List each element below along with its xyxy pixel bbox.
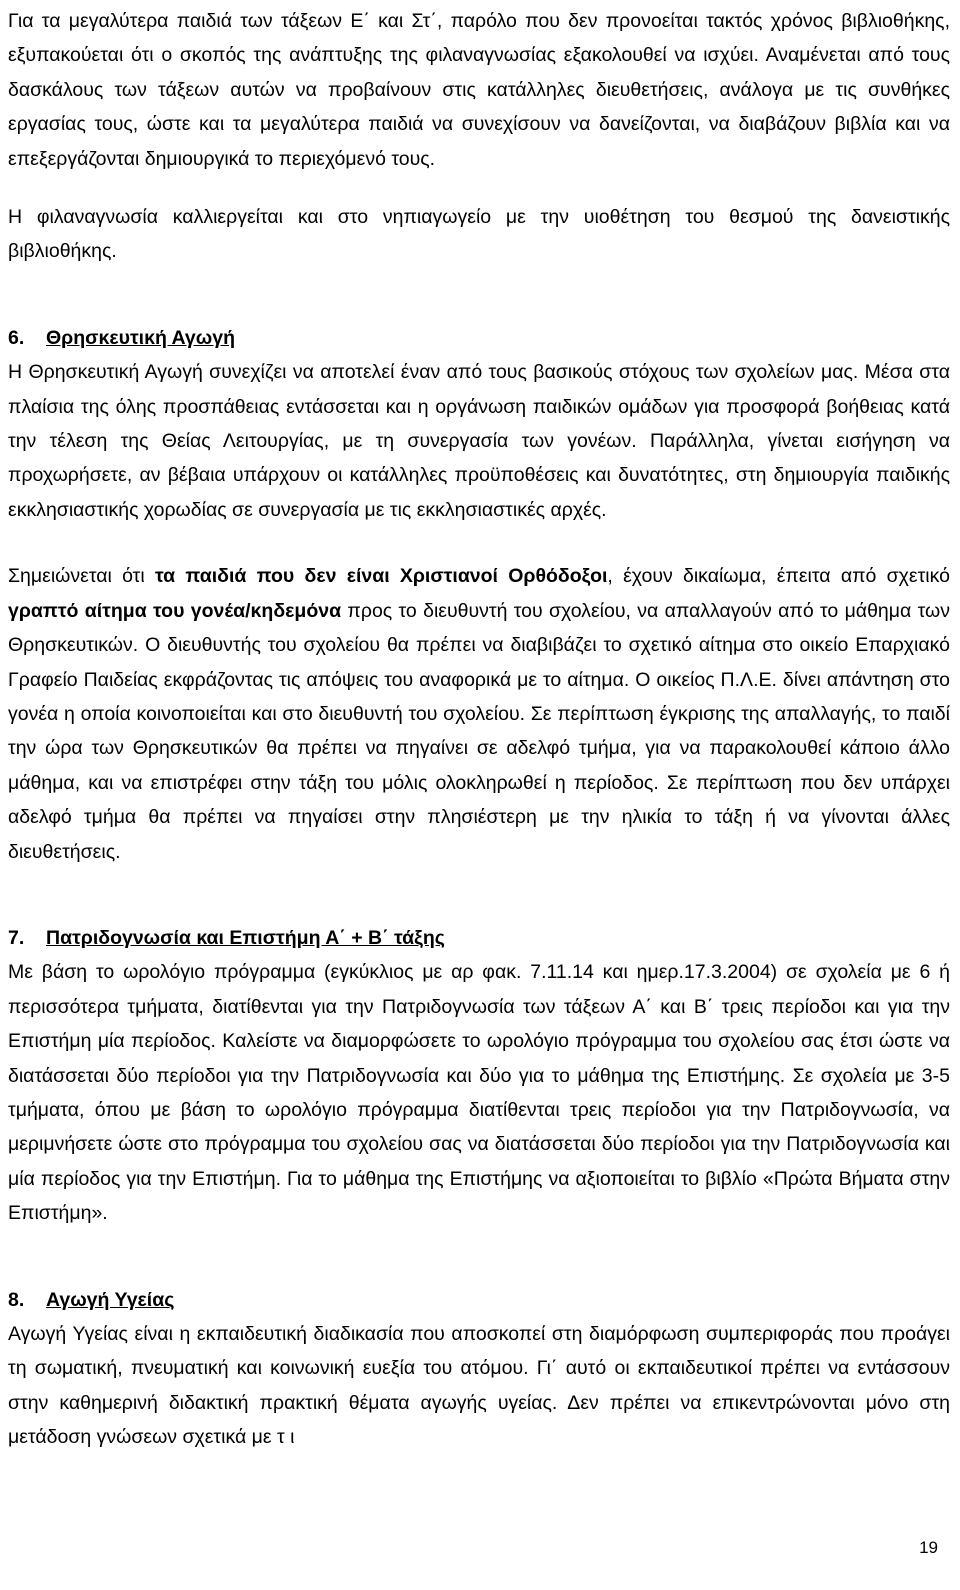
section-8-title: Αγωγή Υγείας bbox=[46, 1288, 175, 1311]
section-6-title: Θρησκευτική Αγωγή bbox=[46, 326, 235, 349]
section-6-p2-bold-a: τα παιδιά που δεν είναι Χριστιανοί Ορθόδοξοι bbox=[154, 565, 608, 588]
section-7-paragraph-1: Με βάση το ωρολόγιο πρόγραμμα (εγκύκλιος με αρ φακ. 7.11.14 και ημερ.17.3.2004) σε σχολεία με 6 ή περισσότερα τμήματα, διατίθενται για την Πατριδογνωσία των τάξεων Α΄ και Β΄ τρεις περίοδοι και για την Επιστήμη μία περίοδος. Καλείστε να διαμορφώσετε το ωρολόγιο πρόγραμμα του σχολείου σας έτσι ώστε να διατάσσεται δύο περίοδοι για την Πατριδογνωσία και δύο για το μάθημα της Επιστήμης. Σε σχολεία με 3-5 τμήματα, όπου με βάση το ωρολόγιο πρόγραμμα διατίθενται τρεις περίοδοι για την Πατριδογνωσία, να μεριμνήσετε ώστε στο πρόγραμμα του σχολείου σας να διατάσσεται δύο περίοδοι για την Πατριδογνωσία και μία περίοδος για την Επιστήμη. Για το μάθημα της Επιστήμης να αξιοποιείται το βιβλίο «Πρώτα Βήματα στην Επιστήμη». bbox=[8, 961, 950, 1225]
section-6-p2-text-b: , έχουν δικαίωμα, έπειτα από σχετικό bbox=[607, 565, 950, 588]
section-6-number: 6. bbox=[8, 326, 25, 349]
intro-paragraph-1: Για τα μεγαλύτερα παιδιά των τάξεων Ε΄ και Στ΄, παρόλο που δεν προνοείται τακτός χρόνος βιβλιοθήκης, εξυπακούεται ότι ο σκοπός της ανάπτυξης της φιλαναγνωσίας εξακολουθεί να ισχύει. Αναμένεται από τους δασκάλους των τάξεων αυτών να προβαίνουν στις κατάλληλες διευθετήσεις, ανάλογα με τις συνθήκες εργασίας τους, ώστε και τα μεγαλύτερα παιδιά να συνεχίσουν να δανείζονται, να διαβάζουν βιβλία και να επεξεργάζονται δημιουργικά το περιεχόμενό τους. bbox=[8, 10, 950, 170]
section-6-p2-text-c: προς το διευθυντή του σχολείου, να απαλλαγούν από το μάθημα των Θρησκευτικών. Ο διευθυντής του σχολείου θα πρέπει να διαβιβάζει το σχετικό αίτημα στο οικείο Επαρχιακό Γραφείο Παιδείας εκφράζοντας τις απόψεις του αναφορικά με το αίτημα. Ο οικείος Π.Λ.Ε. δίνει απάντηση στο γονέα η οποία κοινοποιείται και στο διευθυντή του σχολείου. Σε περίπτωση έγκρισης της απαλλαγής, το παιδί την ώρα των Θρησκευτικών θα πρέπει να πηγαίνει σε αδελφό τμήμα, για να παρακολουθεί κάποιο άλλο μάθημα, και να επιστρέφει στην τάξη του μόλις ολοκληρωθεί η περίοδος. Σε περίπτωση που δεν υπάρχει αδελφό τμήμα θα πρέπει να πηγαίσει στην πλησιέστερη με την ηλικία το τάξη ή να γίνονται άλλες διευθετήσεις. bbox=[8, 599, 950, 863]
section-8-paragraph-1: Αγωγή Υγείας είναι η εκπαιδευτική διαδικασία που αποσκοπεί στη διαμόρφωση συμπεριφοράς που προάγει τη σωματική, πνευματική και κοινωνική ευεξία του ατόμου. Γι΄ αυτό οι εκπαιδευτικοί πρέπει να εντάσσουν στην καθημερινή διδακτική πρακτική θέματα αγωγής υγείας. Δεν πρέπει να επικεντρώνονται μόνο στη μετάδοση γνώσεων σχετικά με τ ι bbox=[8, 1323, 950, 1449]
section-6-paragraph-2 bbox=[8, 559, 950, 869]
section-8-number: 8. bbox=[8, 1288, 25, 1311]
section-7-heading bbox=[8, 921, 950, 955]
document-page bbox=[8, 4, 950, 1455]
section-7-number: 7. bbox=[8, 926, 25, 949]
page-number: 19 bbox=[919, 1538, 938, 1557]
section-6-p2-text-a: Σημειώνεται ότι bbox=[8, 565, 155, 588]
section-6-paragraph-1: Η Θρησκευτική Αγωγή συνεχίζει να αποτελεί έναν από τους βασικούς στόχους των σχολείων μας. Μέσα στα πλαίσια της όλης προσπάθειας εντάσσεται και η οργάνωση παιδικών ομάδων για προσφορά βοήθειας κατά την τέλεση της Θείας Λειτουργίας, με τη συνεργασία των γονέων. Παράλληλα, γίνεται εισήγηση να προχωρήσετε, αν βέβαια υπάρχουν οι κατάλληλες προϋποθέσεις και δυνατότητες, στη δημιουργία παιδικής εκκλησιαστικής χορωδίας σε συνεργασία με τις εκκλησιαστικές αρχές. bbox=[8, 361, 950, 521]
section-6-p2-bold-b: γραπτό αίτημα του γονέα/κηδεμόνα bbox=[8, 599, 342, 622]
intro-paragraph-2: Η φιλαναγνωσία καλλιεργείται και στο νηπιαγωγείο με την υιοθέτηση του θεσμού της δανειστικής βιβλιοθήκης. bbox=[8, 206, 950, 263]
section-8-heading bbox=[8, 1283, 950, 1317]
section-6-heading bbox=[8, 321, 950, 355]
section-7-title: Πατριδογνωσία και Επιστήμη Α΄ + Β΄ τάξης bbox=[46, 926, 445, 949]
